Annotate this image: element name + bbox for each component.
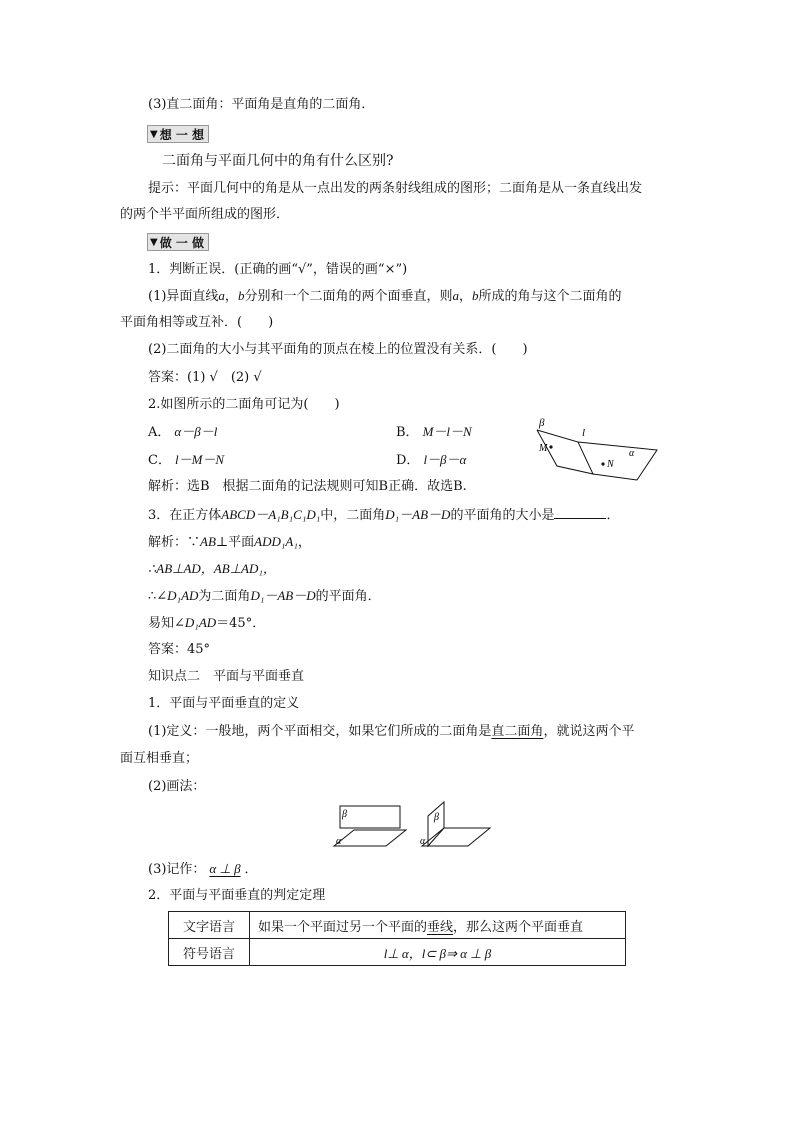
svg-text:β: β: [342, 809, 347, 820]
svg-text:β: β: [434, 812, 439, 823]
q3-solution-step3: ∴∠D₁AD为二面角D₁－AB－D的平面角．: [148, 588, 381, 604]
point-m: [549, 445, 552, 448]
think-hint-line1: 提示：平面几何中的角是从一点出发的两条射线组成的图形；二面角是从一条直线出发: [148, 181, 643, 196]
q3-title: 3．在正方体ABCD－A₁B₁C₁D₁中，二面角D₁－AB－D的平面角的大小是 ．: [148, 507, 620, 523]
q1-answer: 答案：(1) √ (2) √: [148, 370, 262, 385]
label-beta: β: [539, 417, 545, 429]
q3-solution-step4: 易知∠D₁AD＝45°．: [148, 615, 266, 631]
theorem-table: [168, 911, 626, 966]
do-section-tag: [147, 233, 209, 251]
table-row2-content: l⊥ α，l⊂ β⇒ α ⊥ β: [250, 939, 626, 966]
table-row1-head: 文字语言: [169, 912, 250, 939]
answer-blank: [554, 506, 606, 519]
q1-1-line2: 平面角相等或互补．( ): [120, 315, 274, 330]
kp2-notation: (3)记作： α ⊥ β ．: [148, 861, 258, 877]
think-tag-label: 想 一 想: [159, 127, 205, 142]
q1-2: (2)二面角的大小与其平面角的顶点在棱上的位置没有关系．( ): [148, 342, 528, 357]
q2-option-c: C． l－M－N: [148, 452, 225, 468]
kp2-drawing-label: (2)画法：: [148, 779, 206, 794]
q2-title: 2.如图所示的二面角可记为( ): [148, 397, 340, 412]
svg-text:α: α: [420, 836, 426, 847]
think-section-tag: [147, 125, 209, 143]
q1-title: 1．判断正误．(正确的画“√”，错误的画“×”): [148, 262, 408, 277]
perpendicular-planes-figure-2: [414, 800, 494, 850]
table-row: [169, 912, 626, 939]
think-hint-line2: 的两个半平面所组成的图形．: [120, 207, 290, 222]
point-n: [601, 462, 604, 465]
q3-solution-step1: 解析：∵AB⊥平面ADD₁A₁，: [148, 534, 311, 550]
table-row: [169, 939, 626, 966]
q2-option-a: A． α－β－l: [148, 424, 218, 440]
label-alpha: α: [629, 448, 635, 459]
q2-dihedral-figure: [525, 414, 665, 486]
triangle-icon: ▼: [150, 128, 158, 140]
label-m: M: [539, 443, 548, 454]
q3-answer: 答案：45°: [148, 642, 211, 657]
label-n: N: [607, 459, 614, 470]
think-question: 二面角与平面几何中的角有什么区别?: [162, 153, 394, 169]
label-l: l: [582, 427, 586, 439]
plane-alpha-shape: [578, 442, 657, 480]
do-tag-label: 做 一 做: [159, 235, 205, 250]
triangle-icon: ▼: [150, 236, 158, 248]
q2-option-b: B． M－l－N: [396, 424, 472, 440]
table-row2-head: 符号语言: [169, 939, 250, 966]
knowledge-point-2-title: 知识点二 平面与平面垂直: [148, 669, 305, 684]
table-row1-content: 如果一个平面过另一个平面的垂线，那么这两个平面垂直: [250, 912, 626, 939]
q3-solution-step2: ∴AB⊥AD，AB⊥AD₁，: [148, 561, 276, 576]
q2-analysis: 解析：选B 根据二面角的记法规则可知B正确．故选B.: [148, 479, 467, 494]
perpendicular-planes-figure-1: [330, 804, 410, 850]
kp2-sub2: 2．平面与平面垂直的判定定理: [148, 888, 326, 903]
definition-line-right-dihedral: (3)直二面角：平面角是直角的二面角．: [148, 97, 375, 112]
kp2-sub1: 1．平面与平面垂直的定义: [148, 696, 300, 711]
svg-text:α: α: [336, 836, 342, 847]
kp2-definition-line1: (1)定义：一般地，两个平面相交，如果它们所成的二面角是直二面角，就说这两个平: [148, 724, 635, 739]
kp2-definition-line2: 面互相垂直；: [120, 751, 199, 766]
q1-1-line1: (1)异面直线a，b分别和一个二面角的两个面垂直，则a，b所成的角与这个二面角的: [148, 288, 622, 304]
q2-option-d: D． l－β－α: [396, 452, 467, 468]
